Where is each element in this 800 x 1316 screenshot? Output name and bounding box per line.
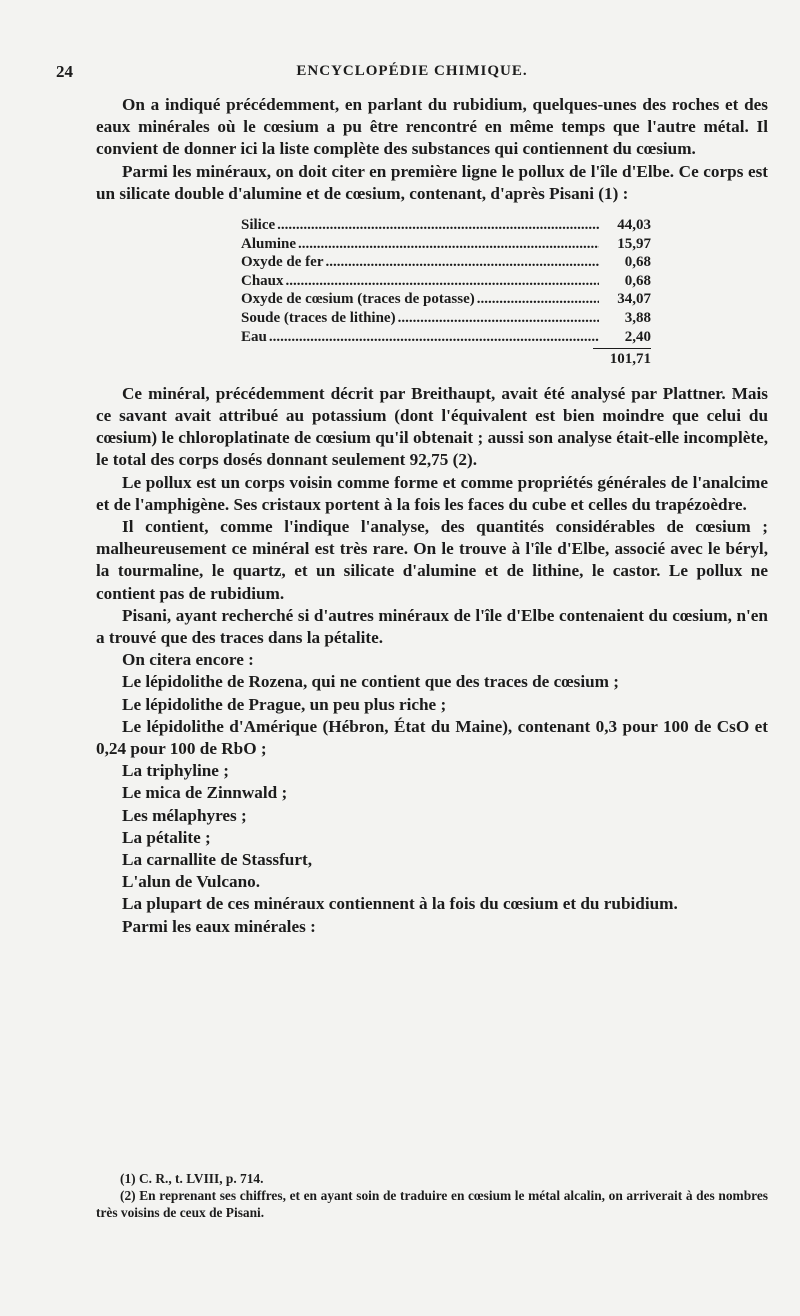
composition-row	[241, 290, 651, 309]
paragraph: Il contient, comme l'indique l'analyse, des quantités considérables de cœsium ; malheureusement ce minéral est très rare. On le trouve à l'île d'Elbe, associé avec le béryl, la tourmaline, le quartz, et un silicate d'alumine et de lithine, le castor. Le pollux ne contient pas de rubidium.	[96, 516, 768, 603]
running-title: ENCYCLOPÉDIE CHIMIQUE.	[296, 63, 528, 79]
composition-value: 0,68	[624, 254, 651, 271]
composition-value: 0,68	[624, 272, 651, 289]
paragraph: Parmi les eaux minérales :	[122, 916, 316, 936]
dot-leader	[398, 309, 599, 328]
composition-name: Oxyde de fer	[241, 254, 324, 271]
list-item: Le lépidolithe de Prague, un peu plus riche ;	[122, 694, 447, 714]
composition-row	[241, 309, 651, 328]
composition-table	[241, 216, 651, 369]
paragraph: On a indiqué précédemment, en parlant du rubidium, quelques-unes des roches et des eaux minérales où le cœsium a pu être rencontré en même temps que l'autre métal. Il convient de donner ici la liste complète des substances qui contiennent du cœsium.	[96, 95, 768, 159]
footnote: (1) C. R., t. LVIII, p. 714.	[120, 1171, 264, 1186]
dot-leader	[286, 272, 599, 291]
dot-leader	[298, 235, 599, 254]
composition-name: Chaux	[241, 272, 284, 289]
composition-name: Silice	[241, 217, 276, 234]
composition-row	[241, 328, 651, 347]
paragraph: Pisani, ayant recherché si d'autres minéraux de l'île d'Elbe contenaient du cœsium, n'en a trouvé que des traces dans la pétalite.	[96, 605, 768, 647]
list-item: La carnallite de Stassfurt,	[122, 850, 313, 870]
list-item: Les mélaphyres ;	[122, 805, 247, 825]
list-item: La pétalite ;	[122, 827, 211, 847]
list-item: Le lépidolithe de Rozena, qui ne contient que des traces de cœsium ;	[122, 672, 619, 692]
composition-row	[241, 235, 651, 254]
paragraph: On citera encore :	[122, 650, 254, 670]
paragraph: Parmi les minéraux, on doit citer en première ligne le pollux de l'île d'Elbe. Ce corps est un silicate double d'alumine et de cœsium, contenant, d'après Pisani (1) :	[96, 161, 768, 203]
composition-total-row	[241, 346, 651, 369]
composition-value: 15,97	[617, 235, 651, 252]
composition-value: 44,03	[617, 217, 651, 234]
dot-leader	[325, 253, 599, 272]
dot-leader	[277, 216, 599, 235]
page-number: 24	[56, 62, 73, 81]
list-item: La triphyline ;	[122, 761, 229, 781]
list-item: Le mica de Zinnwald ;	[122, 783, 288, 803]
dot-leader	[477, 290, 599, 309]
composition-name: Alumine	[241, 235, 297, 252]
paragraph: Le pollux est un corps voisin comme forme et comme propriétés générales de l'analcime et de l'amphigène. Ses cristaux portent à la fois les faces du cube et celles du trapézoèdre.	[96, 472, 768, 514]
composition-name: Oxyde de cœsium (traces de potasse)	[241, 291, 475, 308]
footnote: (2) En reprenant ses chiffres, et en ayant soin de traduire en cœsium le métal alcalin, on arriverait à des nombres très voisins de ceux de Pisani.	[96, 1188, 768, 1220]
composition-value: 2,40	[624, 328, 651, 345]
composition-row	[241, 253, 651, 272]
paragraph: Ce minéral, précédemment décrit par Breithaupt, avait été analysé par Plattner. Mais ce savant avait attribué au potassium (dont l'équivalent est bien moindre que celui du cœsium) le chloroplatinate de cœsium qu'il obtenait ; aussi son analyse était-elle incomplète, le total des corps dosés donnant seulement 92,75 (2).	[96, 383, 768, 470]
composition-value: 34,07	[617, 291, 651, 308]
list-item: Le lépidolithe d'Amérique (Hébron, État du Maine), contenant 0,3 pour 100 de CsO et 0,24 pour 100 de RbO ;	[96, 716, 768, 759]
composition-name: Soude (traces de lithine)	[241, 309, 396, 326]
main-text	[96, 94, 768, 938]
composition-row	[241, 272, 651, 291]
composition-row	[241, 216, 651, 235]
composition-total: 101,71	[593, 348, 651, 369]
composition-value: 3,88	[624, 309, 651, 326]
footnotes	[96, 1170, 768, 1221]
list-item: L'alun de Vulcano.	[122, 872, 261, 892]
composition-name: Eau	[241, 328, 267, 345]
page-header	[56, 62, 768, 84]
dot-leader	[269, 328, 599, 347]
paragraph: La plupart de ces minéraux contiennent à la fois du cœsium et du rubidium.	[122, 894, 678, 914]
